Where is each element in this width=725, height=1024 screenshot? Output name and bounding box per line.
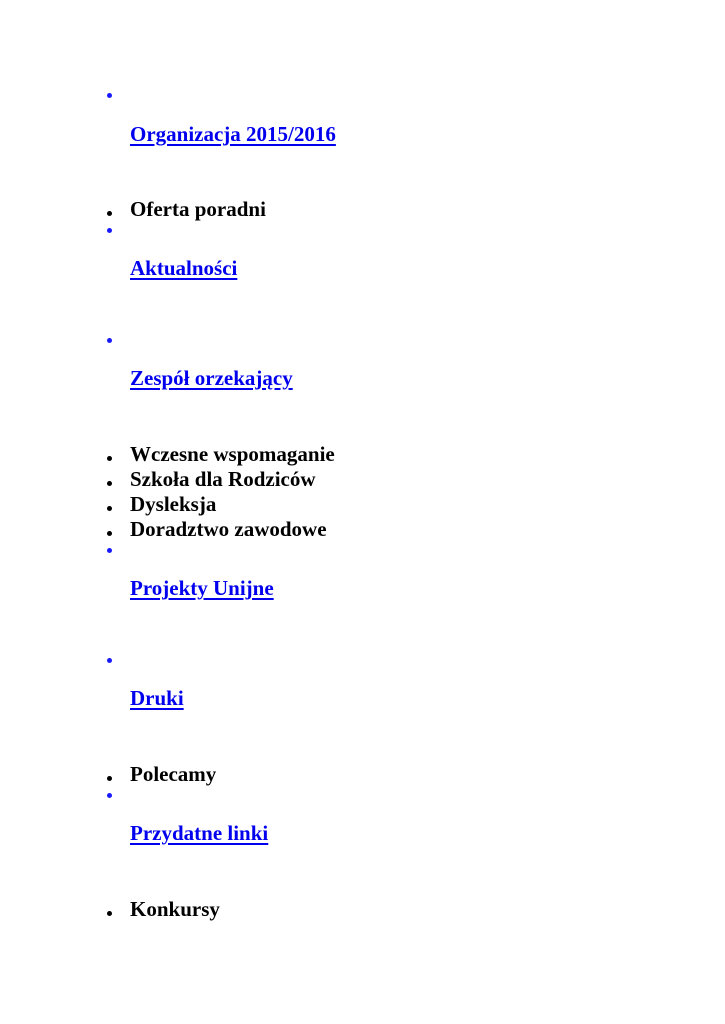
bullet-icon — [107, 228, 112, 233]
link-zespol[interactable]: Zespół orzekający — [130, 366, 293, 390]
bullet-icon — [107, 506, 112, 511]
text-doradztwo: Doradztwo zawodowe — [130, 517, 327, 541]
bullet-icon — [107, 211, 112, 216]
link-druki[interactable]: Druki — [130, 686, 184, 710]
link-aktualnosci[interactable]: Aktualności — [130, 256, 238, 280]
text-wczesne: Wczesne wspomaganie — [130, 442, 335, 466]
link-organizacja[interactable]: Organizacja 2015/2016 — [130, 122, 336, 146]
bullet-icon — [107, 531, 112, 536]
link-przydatne[interactable]: Przydatne linki — [130, 821, 269, 845]
bullet-icon — [107, 793, 112, 798]
text-dysleksja: Dysleksja — [130, 492, 217, 516]
text-oferta: Oferta poradni — [130, 197, 266, 221]
link-projekty[interactable]: Projekty Unijne — [130, 576, 274, 600]
bullet-icon — [107, 911, 112, 916]
bullet-icon — [107, 776, 112, 781]
bullet-icon — [107, 658, 112, 663]
bullet-icon — [107, 548, 112, 553]
bullet-icon — [107, 93, 112, 98]
text-polecamy: Polecamy — [130, 762, 217, 786]
bullet-icon — [107, 338, 112, 343]
bullet-icon — [107, 456, 112, 461]
text-szkola: Szkoła dla Rodziców — [130, 467, 316, 491]
text-konkursy: Konkursy — [130, 897, 220, 921]
bullet-icon — [107, 481, 112, 486]
